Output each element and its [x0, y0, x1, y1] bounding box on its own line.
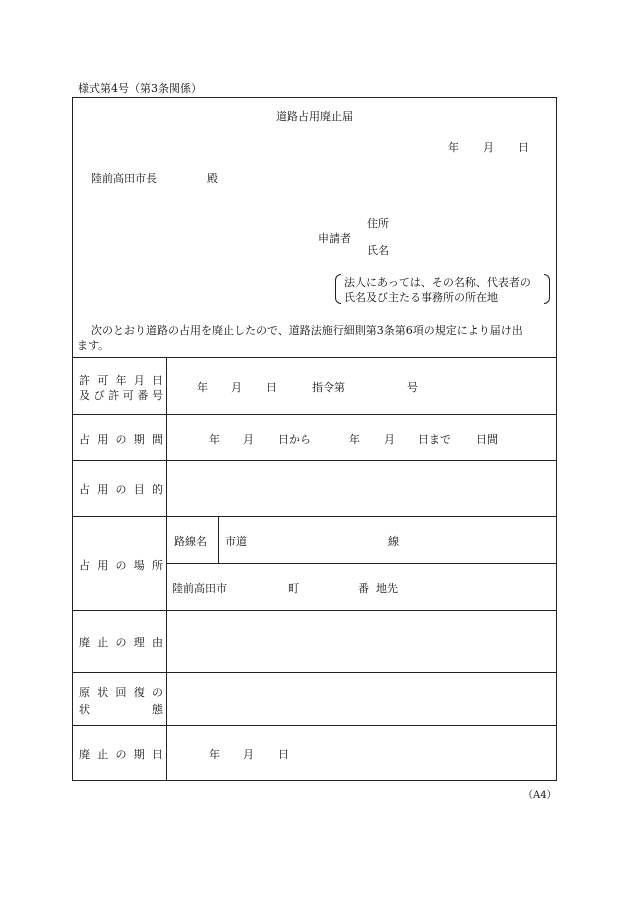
statement-line1: 次のとおり道路の占用を廃止したので、道路法施行細則第3条第6項の規定により届け出: [91, 324, 523, 337]
permit-number: 号: [407, 381, 418, 394]
date-day: 日: [518, 141, 529, 154]
row-divider: [73, 725, 556, 726]
paper-size: （A4）: [523, 790, 557, 801]
location-town: 町: [288, 582, 299, 595]
honorific: 殿: [207, 172, 218, 185]
restoration-label-line1: 原状回復の: [79, 686, 163, 699]
period-end-day: 日まで: [418, 433, 451, 446]
permit-day: 日: [266, 381, 277, 394]
restoration-label-line2: 状態: [79, 703, 163, 716]
abolition-month: 月: [243, 748, 254, 761]
row-divider: [73, 414, 556, 415]
abolition-day: 日: [278, 748, 289, 761]
period-end-year: 年: [349, 433, 360, 446]
note-bracket-left: [335, 274, 341, 304]
row-divider: [73, 610, 556, 611]
abolition-date-label: 廃止の期日: [79, 748, 163, 761]
table-top-line: [73, 357, 556, 358]
row-divider: [73, 460, 556, 461]
form-number: 様式第4号（第3条関係）: [78, 82, 202, 95]
location-city: 陸前高田市: [172, 582, 227, 595]
purpose-label: 占用の目的: [79, 483, 163, 496]
form-title: 道路占用廃止届: [276, 110, 353, 123]
address-label: 住所: [367, 217, 389, 230]
period-start-year: 年: [209, 433, 220, 446]
corporate-note-line1: 法人にあっては、その名称、代表者の: [344, 276, 531, 289]
permit-month: 月: [231, 381, 242, 394]
date-year: 年: [448, 141, 459, 154]
abolition-year: 年: [209, 748, 220, 761]
period-start-day: 日から: [278, 433, 311, 446]
location-banchi: 番: [358, 582, 369, 595]
date-month: 月: [483, 141, 494, 154]
addressee: 陸前高田市長: [91, 172, 157, 185]
label-column-line: [166, 357, 167, 781]
notification-form: [72, 97, 557, 781]
permit-label-line1: 許可年月日: [79, 374, 163, 387]
period-start-month: 月: [243, 433, 254, 446]
reason-label: 廃止の理由: [79, 636, 163, 649]
note-bracket-right: [544, 274, 550, 304]
permit-label-line2: 及び許可番号: [79, 389, 163, 402]
row-divider: [73, 672, 556, 673]
statement-line2: ます。: [77, 339, 110, 352]
permit-year: 年: [197, 381, 208, 394]
applicant-label: 申請者: [318, 232, 351, 245]
period-duration: 日間: [476, 433, 498, 446]
city-road: 市道: [225, 535, 247, 548]
permit-directive: 指令第: [312, 381, 345, 394]
corporate-note-line2: 氏名及び主たる事務所の所在地: [344, 291, 498, 304]
location-label: 占用の場所: [79, 559, 163, 572]
row-divider: [167, 563, 556, 564]
location-chisaki: 地先: [376, 582, 398, 595]
route-name-label: 路線名: [174, 535, 207, 548]
period-label: 占用の期間: [79, 433, 163, 446]
route-label-divider: [218, 516, 219, 563]
period-end-month: 月: [384, 433, 395, 446]
route-line: 線: [388, 535, 399, 548]
row-divider: [73, 516, 556, 517]
name-label: 氏名: [367, 244, 389, 257]
